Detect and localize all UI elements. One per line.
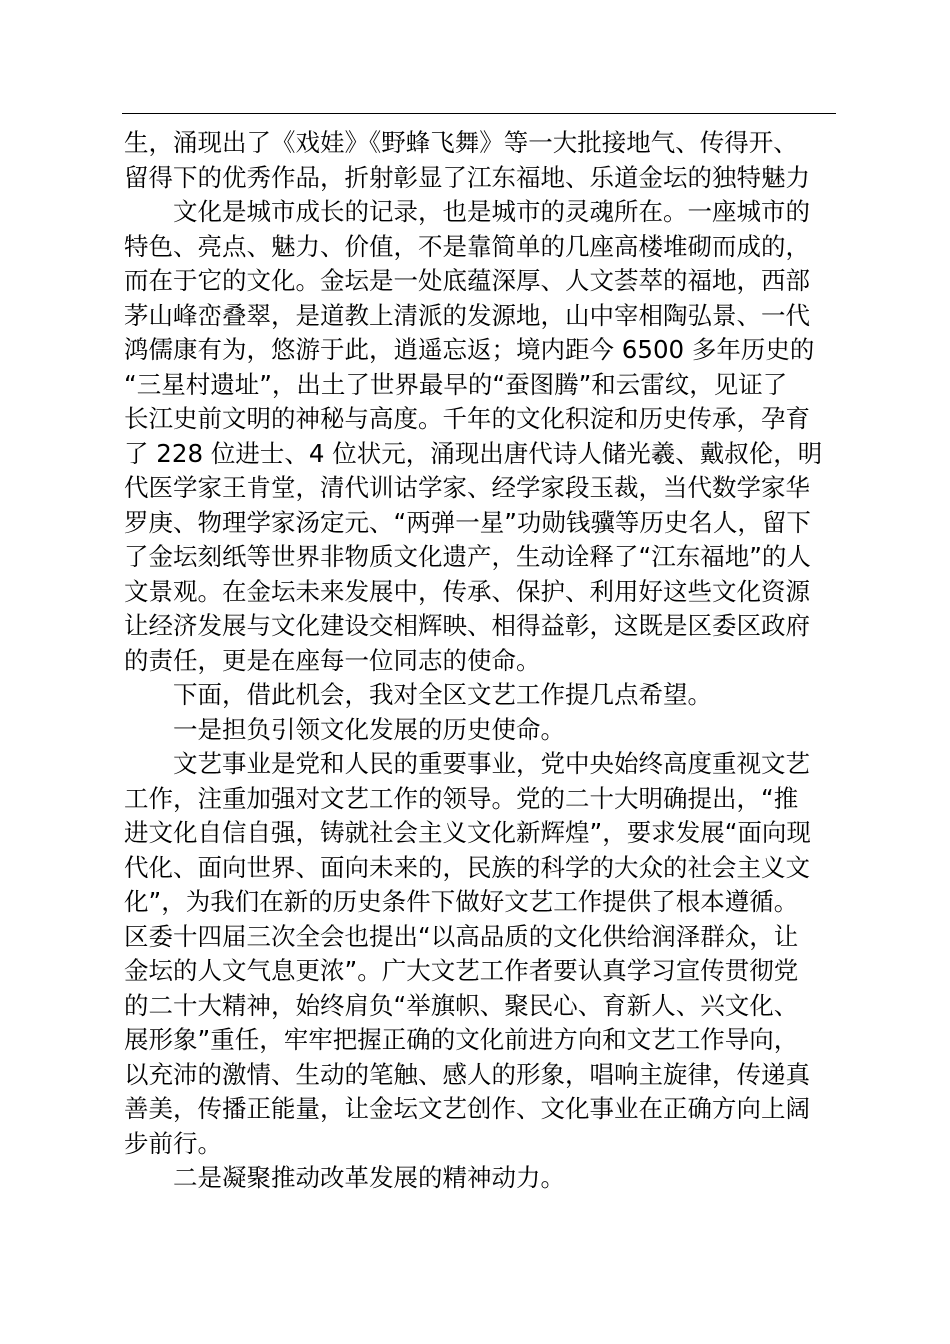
text-line: 一是担负引领文化发展的历史使命。: [173, 714, 565, 744]
text-line: 文景观。在金坛未来发展中，传承、保护、利用好这些文化资源: [124, 576, 810, 606]
text-line: 善美，传播正能量，让金坛文艺创作、文化事业在正确方向上阔: [124, 1094, 810, 1123]
text-line: 下面，借此机会，我对全区文艺工作提几点希望。: [173, 680, 712, 709]
document-body: [124, 126, 838, 1196]
text-line: 文化是城市成长的记录，也是城市的灵魂所在。一座城市的: [173, 197, 810, 226]
text-line: 长江史前文明的神秘与高度。千年的文化积淀和历史传承，孕育: [124, 404, 810, 433]
text-line: 展形象”重任，牢牢把握正确的文化前进方向和文艺工作导向，: [124, 1025, 799, 1054]
text-line: 了金坛刻纸等世界非物质文化遗产，生动诠释了“江东福地”的人: [124, 542, 811, 571]
text-line: 留得下的优秀作品，折射彰显了江东福地、乐道金坛的独特魅力: [124, 162, 810, 192]
text-line: 以充沛的激情、生动的笔触、感人的形象，唱响主旋律，传递真: [124, 1059, 810, 1089]
text-line: 特色、亮点、魅力、价值，不是靠简单的几座高楼堆砌而成的，: [124, 231, 810, 261]
text-line: 金坛的人文气息更浓”。广大文艺工作者要认真学习宣传贯彻党: [124, 956, 799, 985]
text-line: 而在于它的文化。金坛是一处底蕴深厚、人文荟萃的福地，西部: [124, 266, 810, 295]
text-line: 的二十大精神，始终肩负“举旗帜、聚民心、育新人、兴文化、: [124, 990, 799, 1020]
text-line: 罗庚、物理学家汤定元、“两弹一星”功勋钱骥等历史名人，留下: [124, 507, 811, 537]
text-line: 工作，注重加强对文艺工作的领导。党的二十大明确提出，“推: [124, 783, 799, 813]
text-line: 代医学家王肯堂，清代训诂学家、经学家段玉裁，当代数学家华: [124, 473, 810, 502]
text-line: 步前行。: [124, 1128, 222, 1158]
text-line: 的责任，更是在座每一位同志的使命。: [124, 645, 541, 675]
text-line: 文艺事业是党和人民的重要事业，党中央始终高度重视文艺: [173, 749, 810, 778]
text-line: 生，涌现出了《戏娃》《野蜂飞舞》等一大批接地气、传得开、: [124, 128, 798, 157]
text-line: 让经济发展与文化建设交相辉映、相得益彰，这既是区委区政府: [124, 611, 810, 640]
text-line: 二是凝聚推动改革发展的精神动力。: [173, 1163, 565, 1192]
text-line: 化”，为我们在新的历史条件下做好文艺工作提供了根本遵循。: [124, 887, 799, 916]
text-line: “三星村遗址”，出土了世界最早的“蚕图腾”和云雷纹，见证了: [124, 369, 788, 399]
text-line: 代化、面向世界、面向未来的，民族的科学的大众的社会主义文: [124, 852, 810, 882]
text-line: 茅山峰峦叠翠，是道教上清派的发源地，山中宰相陶弘景、一代: [124, 300, 810, 330]
text-line: 进文化自信自强，铸就社会主义文化新辉煌”，要求发展“面向现: [124, 818, 811, 847]
text-line: 区委十四届三次全会也提出“以高品质的文化供给润泽群众，让: [124, 921, 799, 951]
header-rule: [122, 113, 836, 114]
text-line: 鸿儒康有为，悠游于此，逍遥忘返；境内距今 6500 多年历史的: [124, 335, 815, 364]
text-line: 了 228 位进士、4 位状元，涌现出唐代诗人储光羲、戴叔伦，明: [124, 438, 823, 468]
